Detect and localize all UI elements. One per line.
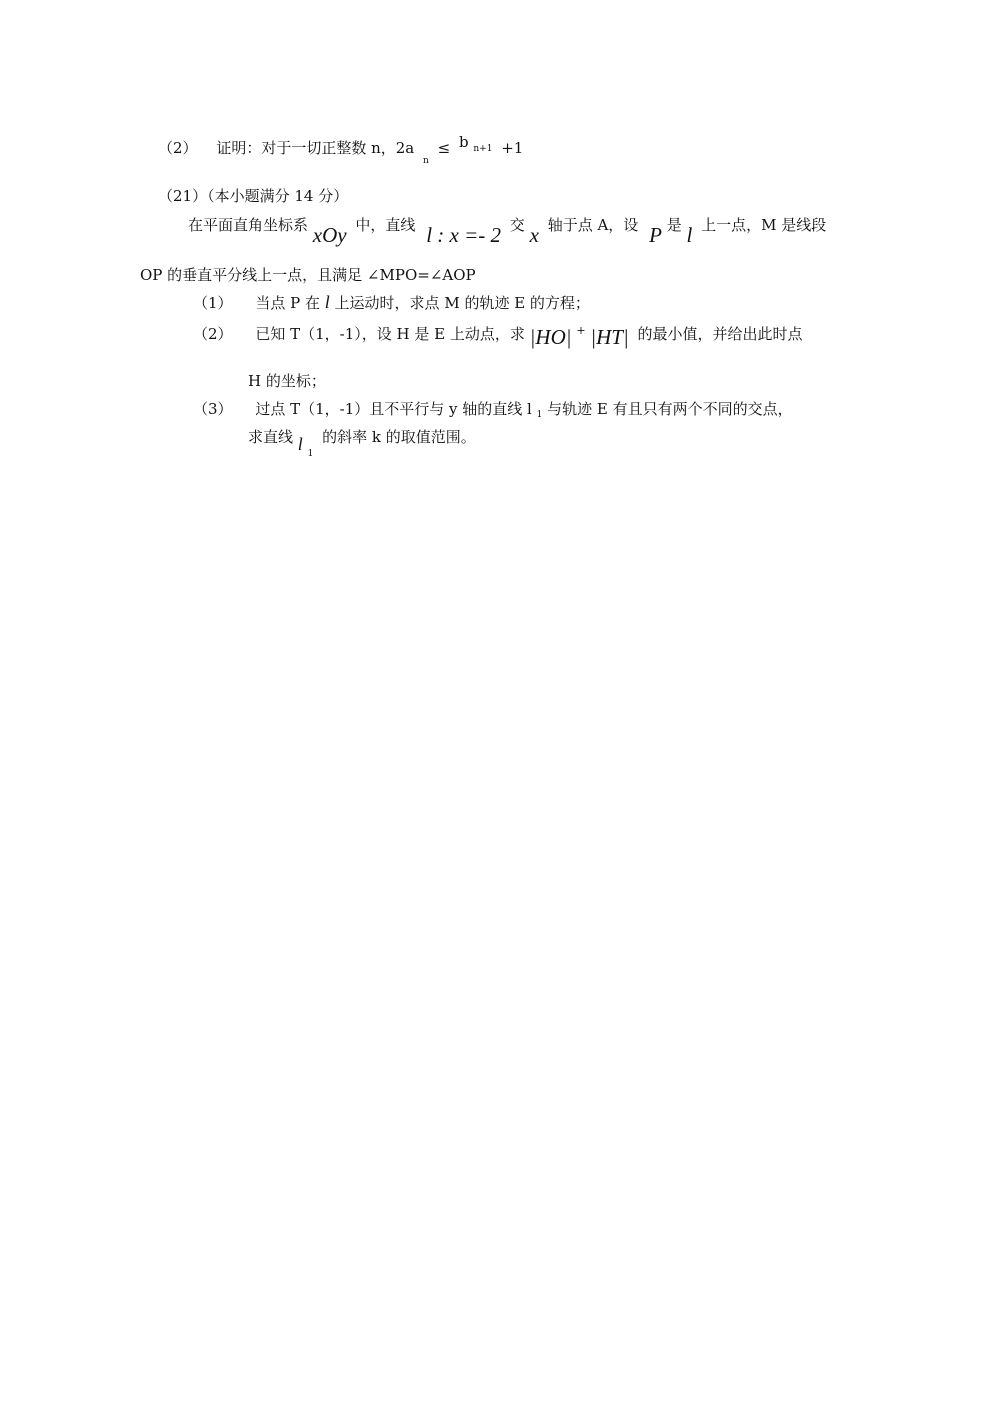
prev-le: ≤: [437, 139, 451, 157]
subq-3-sub: 1: [536, 410, 543, 420]
subq-3-cont: [248, 426, 476, 459]
subq-3-text-b: 与轨迹 E 有且只有两个不同的交点，: [547, 400, 793, 418]
q21-line2: OP 的垂直平分线上一点，且满足 ∠MPO=∠AOP: [140, 266, 476, 284]
subq-2-text-a: 已知 T（1，-1），设 H 是 E 上动点，求: [255, 325, 525, 343]
subq-3-text-d: 的斜率 k 的取值范围。: [322, 428, 476, 446]
prev-tail: +1: [501, 139, 524, 157]
q21-l1-e: 是: [666, 216, 682, 234]
plus-sign: +: [576, 324, 586, 337]
q21-line1: [188, 213, 827, 247]
q21-header: （21）（本小题满分 14 分）: [158, 187, 349, 205]
subq-1: [193, 292, 590, 313]
q21-l1-d: 轴于点 A，设: [547, 216, 639, 234]
q21-l1-a: 在平面直角坐标系: [188, 216, 309, 234]
subq-3-number: （3）: [193, 400, 233, 418]
p-symbol: P: [649, 223, 662, 247]
prev-sub-n: n: [423, 156, 429, 166]
prev-part-text: 证明：对于一切正整数 n，2a: [216, 139, 415, 157]
subq-2-number: （2）: [193, 325, 233, 343]
subq-1-text-a: 当点 P 在: [255, 294, 320, 312]
q21-l1-f: 上一点，M 是线段: [701, 216, 827, 234]
subq-1-l-symbol: l: [324, 292, 330, 312]
l-symbol: l: [686, 223, 693, 247]
subq-3-text-a: 过点 T（1，-1）且不平行与 y 轴的直线 l: [255, 400, 532, 418]
abs-ho: |HO|: [529, 325, 572, 349]
xoy-symbol: xOy: [312, 223, 347, 247]
subq-3-l-symbol: l: [297, 434, 303, 454]
q21-l1-b: 中，直线: [355, 216, 416, 234]
subq-1-number: （1）: [193, 294, 233, 312]
q21-l1-c: 交: [509, 216, 525, 234]
prev-part-number: （2）: [158, 139, 198, 157]
subq-1-text-b: 上运动时，求点 M 的轨迹 E 的方程；: [334, 294, 590, 312]
subq-2: [193, 322, 803, 352]
subq-3: [193, 399, 793, 422]
subq-3-l-sub: 1: [307, 449, 314, 459]
abs-ht: |HT|: [590, 325, 629, 349]
prev-part2: [158, 133, 524, 166]
subq-2-text-b: 的最小值，并给出此时点: [637, 325, 803, 343]
subq-2-cont: H 的坐标；: [248, 372, 326, 390]
line-l-equation: l : x =- 2: [426, 223, 501, 247]
prev-sub-n1: n+1: [473, 144, 493, 154]
prev-b: b: [458, 133, 469, 151]
subq-3-text-c: 求直线: [248, 428, 294, 446]
x-symbol: x: [529, 223, 539, 247]
